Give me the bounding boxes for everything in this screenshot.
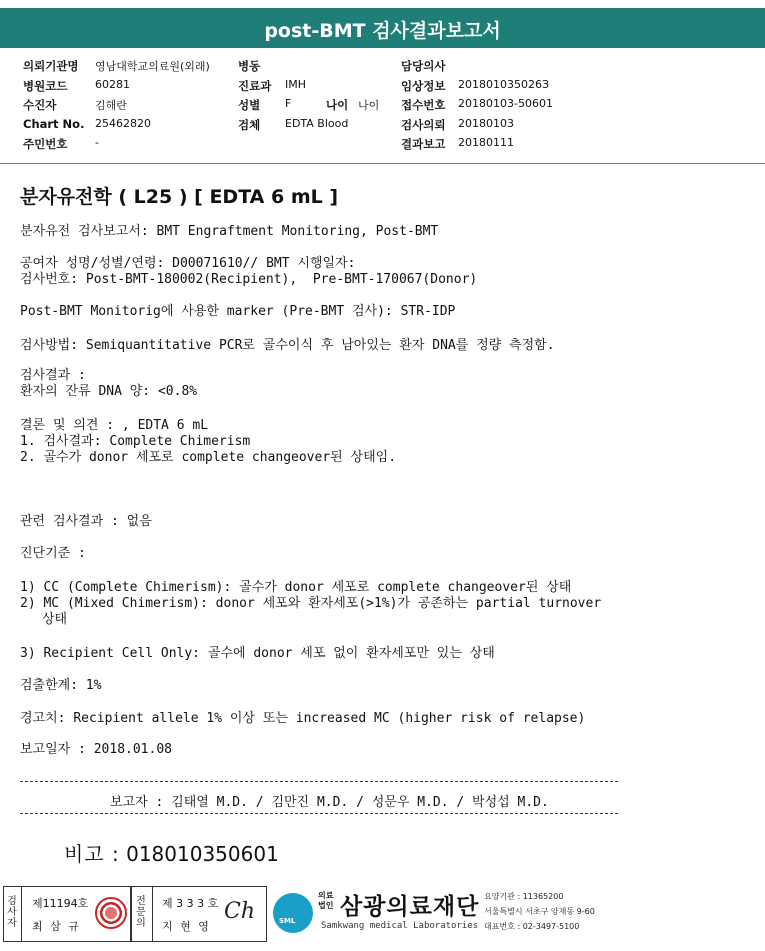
receipt-label: 접수번호 — [401, 98, 446, 112]
logo-text: SML — [279, 917, 296, 925]
org-value: 영남대학교의료원(외래) — [95, 60, 210, 73]
inspector-name: 최 삼 규 — [32, 920, 81, 933]
specimen-value: EDTA Blood — [285, 117, 349, 130]
clinical-value: 201801035026З — [458, 78, 550, 91]
report-line: 분자유전 검사보고서: BMT Engraftment Monitoring, Post-BMT — [20, 224, 439, 239]
remark — [64, 838, 279, 867]
inspector-license: 제11194호 — [32, 897, 89, 910]
report-line: Post-BMT Monitorig에 사용한 marker (Pre-BMT 검사): STR-IDP — [20, 304, 456, 319]
report-line: 검사방법: Semiquantitative PCR로 골수이식 후 남아있는 환자 DNA를 정량 측정함. — [20, 338, 555, 353]
chart-value: 25462820 — [95, 117, 151, 130]
sml-logo-icon — [273, 893, 313, 933]
org-english-name: Samkwang medical Laboratories — [321, 921, 479, 931]
sex-value: F — [285, 97, 292, 110]
specialist-label: 전문의 — [136, 896, 146, 929]
report-line: 결론 및 의견 : , EDTA 6 mL — [20, 418, 209, 433]
hospital-code-label: 병원코드 — [23, 79, 68, 93]
age-value: 나이 — [358, 99, 380, 112]
remark-value: 018010350601 — [126, 842, 279, 866]
report-line: 경고치: Recipient allele 1% 이상 또는 increased MC (higher risk of relapse) — [20, 711, 586, 726]
remark-label: 비고 : — [64, 842, 120, 866]
signature: Ch — [224, 899, 256, 924]
patient-value: 김해란 — [95, 99, 127, 112]
report-date-label: 결과보고 — [401, 137, 446, 151]
divider — [20, 781, 618, 782]
signers: 보고자 : 김태열 M.D. / 김만진 M.D. / 성문우 M.D. / 박성섭 M.D. — [110, 795, 549, 810]
ward-label: 병동 — [238, 59, 261, 73]
sex-label: 성별 — [238, 98, 261, 112]
request-value: 20180103 — [458, 117, 514, 130]
ssn-label: 주민번호 — [23, 137, 68, 151]
report-line: 3) Recipient Cell Only: 골수에 donor 세포 없이 환자세포만 있는 상태 — [20, 646, 495, 661]
specimen-label: 검체 — [238, 118, 261, 132]
ssn-value: - — [95, 136, 99, 149]
report-line: 1) CC (Complete Chimerism): 골수가 donor 세포로 complete changeover된 상태 — [20, 580, 572, 595]
report-line: 검사번호: Post-BMT-180002(Recipient), Pre-BMT-170067(Donor) — [20, 272, 478, 287]
divider — [21, 886, 22, 942]
report-line: 검출한계: 1% — [20, 678, 102, 693]
specialist-name: 지 현 영 — [162, 920, 211, 933]
patient-label: 수진자 — [23, 98, 57, 112]
report-line: 보고일자 : 2018.01.08 — [20, 742, 172, 757]
age-label: 나이 — [326, 98, 349, 112]
org-address: 서울특별시 서초구 양재동 9-60 — [484, 907, 595, 916]
report-line: 검사결과 : — [20, 368, 86, 383]
org-phone: 대표번호 : 02-3497-5100 — [484, 922, 580, 931]
org-code: 요양기관 : 11365200 — [484, 892, 564, 901]
report-line: 1. 검사결과: Complete Chimerism — [20, 434, 251, 449]
org-prefix: 의료법인 — [318, 891, 334, 910]
hospital-code-value: 60281 — [95, 78, 130, 91]
report-line: 진단기준 : — [20, 546, 86, 561]
receipt-value: 20180103-50601 — [458, 97, 553, 110]
report-line: 관련 검사결과 : 없음 — [20, 514, 152, 529]
header-band — [0, 8, 765, 48]
report-line: 상태 — [42, 612, 68, 627]
section-title: 분자유전학 ( L25 ) [ EDTA 6 mL ] — [20, 186, 339, 208]
report-line: 2. 골수가 donor 세포로 complete changeover된 상태임. — [20, 450, 397, 465]
chart-label: Chart No. — [23, 117, 85, 131]
clinical-label: 임상정보 — [401, 79, 446, 93]
divider — [152, 886, 153, 942]
org-label: 의뢰기관명 — [23, 59, 79, 73]
dept-value: IMH — [285, 78, 307, 91]
specialist-license: 제 3 3 3 호 — [162, 897, 219, 910]
inspector-label: 검사자 — [7, 896, 17, 929]
report-date-value: 20180111 — [458, 136, 514, 149]
doctor-label: 담당의사 — [401, 59, 446, 73]
request-label: 검사의뢰 — [401, 118, 446, 132]
patient-info-panel — [0, 50, 765, 164]
org-name: 삼광의료재단 — [340, 894, 480, 920]
report-line: 2) MC (Mixed Chimerism): donor 세포와 환자세포(>1%)가 공존하는 partial turnover — [20, 596, 602, 611]
report-line: 환자의 잔류 DNA 양: <0.8% — [20, 384, 198, 399]
dept-label: 진료과 — [238, 79, 272, 93]
footer — [0, 883, 765, 945]
report-line: 공여자 성명/성별/연령: D00071610// BMT 시행일자: — [20, 256, 356, 271]
seal-icon — [95, 897, 127, 929]
page-title: post-BMT 검사결과보고서 — [264, 20, 501, 42]
divider — [20, 813, 618, 814]
